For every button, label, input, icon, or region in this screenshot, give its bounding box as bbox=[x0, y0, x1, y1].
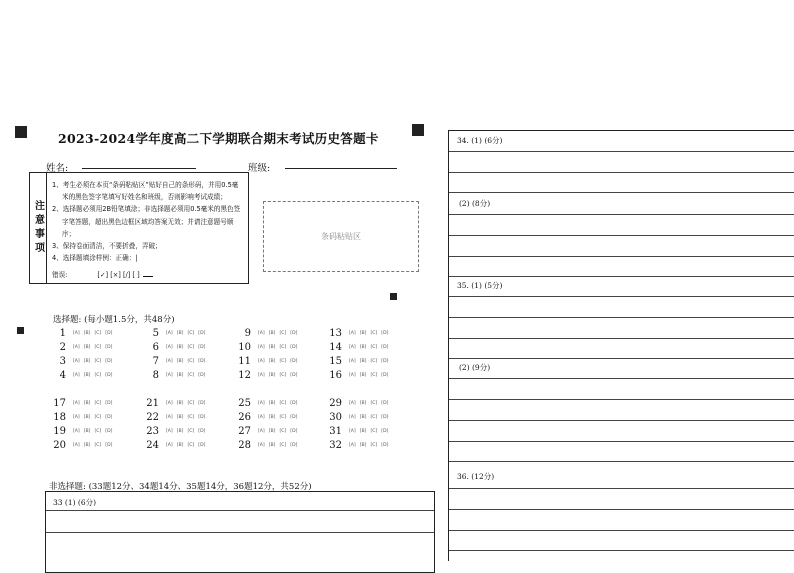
answer-bubble[interactable]: [C] bbox=[187, 414, 195, 420]
answer-bubble[interactable]: [D] bbox=[198, 442, 206, 448]
answer-bubble[interactable]: [C] bbox=[187, 344, 195, 350]
choice-section-title: 选择题: (每小题1.5分，共48分) bbox=[53, 315, 175, 325]
class-label: 班级: bbox=[248, 163, 271, 174]
question-number: 4 bbox=[59, 369, 66, 381]
answer-bubble[interactable]: [B] bbox=[176, 372, 184, 378]
answer-bubble[interactable]: [A] bbox=[258, 428, 265, 434]
question-number: 3 bbox=[59, 355, 66, 367]
answer-line bbox=[449, 151, 794, 152]
choice-question bbox=[225, 327, 301, 339]
answer-bubble[interactable]: [A] bbox=[258, 358, 265, 364]
answer-bubble[interactable]: [B] bbox=[268, 414, 276, 420]
choice-question bbox=[225, 355, 301, 367]
answer-bubble[interactable]: [D] bbox=[290, 372, 298, 378]
answer-line bbox=[449, 399, 794, 400]
answer-bubble[interactable]: [D] bbox=[381, 330, 389, 336]
answer-line bbox=[449, 276, 794, 277]
answer-bubble[interactable]: [B] bbox=[176, 414, 184, 420]
answer-bubble[interactable]: [B] bbox=[268, 344, 276, 350]
choice-question bbox=[133, 425, 209, 437]
answer-bubble[interactable]: [C] bbox=[94, 428, 102, 434]
answer-bubble[interactable]: [D] bbox=[290, 414, 298, 420]
answer-bubble[interactable]: [B] bbox=[83, 330, 91, 336]
choice-question bbox=[316, 425, 392, 437]
answer-bubble[interactable]: [B] bbox=[359, 344, 367, 350]
answer-bubble[interactable]: [D] bbox=[105, 330, 113, 336]
choice-question bbox=[225, 439, 301, 451]
answer-bubble[interactable]: [B] bbox=[83, 344, 91, 350]
notice-item: 1、考生必须在本页“条码粘贴区”贴好自己的条形码，并用0.5毫米的黑色签字笔填写好姓名和班级，否则影响考试成绩； bbox=[52, 181, 239, 202]
question-number: 18 bbox=[53, 411, 66, 423]
correct-fill-sample bbox=[143, 276, 153, 277]
question-number: 14 bbox=[329, 341, 342, 353]
answer-bubble[interactable]: [D] bbox=[105, 400, 113, 406]
barcode-area bbox=[263, 201, 419, 272]
question-number: 21 bbox=[146, 397, 159, 409]
right-answer-panel[interactable] bbox=[448, 130, 794, 561]
answer-bubble[interactable]: [C] bbox=[187, 358, 195, 364]
answer-bubble[interactable]: [B] bbox=[176, 358, 184, 364]
answer-bubble[interactable]: [A] bbox=[166, 400, 173, 406]
answer-bubble[interactable]: [B] bbox=[268, 358, 276, 364]
answer-bubble[interactable]: [B] bbox=[176, 428, 184, 434]
answer-bubble[interactable]: [B] bbox=[268, 372, 276, 378]
answer-bubble[interactable]: [A] bbox=[166, 414, 173, 420]
question-number: 17 bbox=[53, 397, 66, 409]
answer-line bbox=[449, 192, 794, 193]
answer-bubble[interactable]: [B] bbox=[359, 372, 367, 378]
answer-bubble[interactable]: [D] bbox=[290, 442, 298, 448]
choice-question bbox=[40, 355, 116, 367]
question-number: 1 bbox=[59, 327, 66, 339]
answer-bubble[interactable]: [C] bbox=[187, 372, 195, 378]
question-number: 23 bbox=[146, 425, 159, 437]
question-number: 13 bbox=[329, 327, 342, 339]
question-number: 2 bbox=[59, 341, 66, 353]
answer-bubble[interactable]: [B] bbox=[359, 428, 367, 434]
answer-bubble[interactable]: [D] bbox=[381, 358, 389, 364]
answer-bubble[interactable]: [B] bbox=[83, 442, 91, 448]
answer-bubble[interactable]: [D] bbox=[198, 344, 206, 350]
question-number: 8 bbox=[152, 369, 159, 381]
answer-bubble[interactable]: [A] bbox=[73, 372, 80, 378]
answer-bubble[interactable]: [A] bbox=[349, 330, 356, 336]
question-number: 6 bbox=[152, 341, 159, 353]
question-number: 9 bbox=[244, 327, 251, 339]
answer-line bbox=[449, 172, 794, 173]
answer-bubble[interactable]: [C] bbox=[370, 428, 378, 434]
answer-bubble[interactable]: [A] bbox=[258, 414, 265, 420]
answer-bubble[interactable]: [C] bbox=[279, 400, 287, 406]
answer-bubble[interactable]: [A] bbox=[349, 400, 356, 406]
answer-bubble[interactable]: [B] bbox=[83, 358, 91, 364]
answer-bubble[interactable]: [D] bbox=[290, 330, 298, 336]
answer-bubble[interactable]: [D] bbox=[290, 358, 298, 364]
answer-line bbox=[449, 530, 794, 531]
answer-bubble[interactable]: [A] bbox=[166, 442, 173, 448]
answer-bubble[interactable]: [C] bbox=[370, 358, 378, 364]
answer-line bbox=[449, 441, 794, 442]
choice-question bbox=[133, 439, 209, 451]
answer-line bbox=[46, 510, 434, 511]
answer-bubble[interactable]: [A] bbox=[258, 442, 265, 448]
choice-question bbox=[133, 355, 209, 367]
answer-bubble[interactable]: [C] bbox=[279, 344, 287, 350]
q35-1-label: 35. (1) (5分) bbox=[457, 281, 503, 290]
choice-question bbox=[316, 369, 392, 381]
notice-item: 3、保持卷面清洁，不要折叠，弄破； bbox=[52, 242, 162, 251]
choice-question bbox=[225, 425, 301, 437]
choice-question bbox=[225, 369, 301, 381]
choice-question bbox=[133, 397, 209, 409]
answer-bubble[interactable]: [A] bbox=[349, 372, 356, 378]
answer-bubble[interactable]: [D] bbox=[198, 414, 206, 420]
question-number: 31 bbox=[329, 425, 342, 437]
answer-line bbox=[449, 235, 794, 236]
notice-item: 4、选择题填涂样例：正确：| bbox=[52, 254, 138, 263]
answer-bubble[interactable]: [A] bbox=[166, 372, 173, 378]
answer-line bbox=[449, 338, 794, 339]
answer-bubble[interactable]: [A] bbox=[349, 442, 356, 448]
answer-bubble[interactable]: [A] bbox=[258, 400, 265, 406]
answer-bubble[interactable]: [C] bbox=[370, 344, 378, 350]
answer-bubble[interactable]: [B] bbox=[176, 330, 184, 336]
question-number: 22 bbox=[146, 411, 159, 423]
alignment-marker-mid-right bbox=[390, 293, 397, 300]
answer-line bbox=[449, 130, 794, 131]
answer-bubble[interactable]: [D] bbox=[381, 400, 389, 406]
alignment-marker-mid-left bbox=[17, 327, 24, 334]
answer-bubble[interactable]: [C] bbox=[187, 400, 195, 406]
answer-bubble[interactable]: [A] bbox=[166, 344, 173, 350]
question-number: 10 bbox=[238, 341, 251, 353]
notice-box bbox=[29, 172, 249, 284]
answer-bubble[interactable]: [D] bbox=[381, 428, 389, 434]
choice-question bbox=[40, 397, 116, 409]
answer-bubble[interactable]: [B] bbox=[359, 414, 367, 420]
answer-line bbox=[449, 509, 794, 510]
answer-line bbox=[449, 317, 794, 318]
alignment-marker-top-right bbox=[412, 124, 424, 136]
answer-bubble[interactable]: [D] bbox=[381, 372, 389, 378]
answer-bubble[interactable]: [B] bbox=[83, 414, 91, 420]
answer-bubble[interactable]: [C] bbox=[370, 414, 378, 420]
choice-question bbox=[316, 397, 392, 409]
question-number: 19 bbox=[53, 425, 66, 437]
wrong-marks: [✓] [×] [/] [ ] bbox=[97, 271, 140, 279]
answer-bubble[interactable]: [D] bbox=[198, 330, 206, 336]
answer-bubble[interactable]: [C] bbox=[94, 400, 102, 406]
notice-heading-cell bbox=[30, 173, 47, 283]
choice-question bbox=[133, 369, 209, 381]
choice-question bbox=[225, 341, 301, 353]
answer-bubble[interactable]: [A] bbox=[166, 358, 173, 364]
answer-bubble[interactable]: [B] bbox=[83, 372, 91, 378]
answer-bubble[interactable]: [B] bbox=[359, 442, 367, 448]
answer-bubble[interactable]: [C] bbox=[94, 414, 102, 420]
wrong-label: 错误: bbox=[52, 271, 68, 279]
answer-bubble[interactable]: [C] bbox=[187, 428, 195, 434]
question-number: 16 bbox=[329, 369, 342, 381]
answer-bubble[interactable]: [A] bbox=[258, 372, 265, 378]
answer-bubble[interactable]: [D] bbox=[105, 414, 113, 420]
answer-line bbox=[449, 378, 794, 379]
answer-bubble[interactable]: [C] bbox=[94, 358, 102, 364]
answer-bubble[interactable]: [D] bbox=[105, 442, 113, 448]
answer-line bbox=[449, 550, 794, 551]
answer-bubble[interactable]: [A] bbox=[166, 330, 173, 336]
choice-question bbox=[40, 341, 116, 353]
choice-question bbox=[40, 425, 116, 437]
answer-bubble[interactable]: [A] bbox=[166, 428, 173, 434]
answer-bubble[interactable]: [A] bbox=[73, 344, 80, 350]
answer-bubble[interactable]: [C] bbox=[279, 330, 287, 336]
question-number: 28 bbox=[238, 439, 251, 451]
class-field[interactable] bbox=[285, 168, 397, 169]
answer-line bbox=[449, 461, 794, 462]
barcode-label: 条码粘贴区 bbox=[321, 232, 361, 241]
question-number: 24 bbox=[146, 439, 159, 451]
answer-bubble[interactable]: [A] bbox=[73, 428, 80, 434]
answer-bubble[interactable]: [B] bbox=[176, 344, 184, 350]
choice-question bbox=[316, 341, 392, 353]
answer-bubble[interactable]: [D] bbox=[198, 428, 206, 434]
answer-bubble[interactable]: [D] bbox=[381, 442, 389, 448]
question-number: 30 bbox=[329, 411, 342, 423]
wrong-sample bbox=[52, 269, 153, 279]
q34-1-label: 34. (1) (6分) bbox=[457, 136, 503, 145]
answer-bubble[interactable]: [B] bbox=[359, 358, 367, 364]
answer-bubble[interactable]: [D] bbox=[290, 428, 298, 434]
question-number: 5 bbox=[152, 327, 159, 339]
answer-bubble[interactable]: [C] bbox=[94, 372, 102, 378]
choice-question bbox=[133, 327, 209, 339]
answer-line bbox=[449, 214, 794, 215]
answer-bubble[interactable]: [D] bbox=[105, 372, 113, 378]
answer-line bbox=[449, 358, 794, 359]
answer-bubble[interactable]: [A] bbox=[258, 344, 265, 350]
answer-bubble[interactable]: [C] bbox=[279, 428, 287, 434]
question-number: 25 bbox=[238, 397, 251, 409]
answer-bubble[interactable]: [B] bbox=[176, 442, 184, 448]
choice-question bbox=[133, 411, 209, 423]
page-title: 2023-2024学年度高二下学期联合期末考试历史答题卡 bbox=[58, 131, 379, 146]
answer-bubble[interactable]: [D] bbox=[198, 372, 206, 378]
choice-question bbox=[225, 397, 301, 409]
answer-bubble[interactable]: [C] bbox=[370, 330, 378, 336]
answer-bubble[interactable]: [C] bbox=[187, 442, 195, 448]
answer-bubble[interactable]: [C] bbox=[94, 330, 102, 336]
answer-line bbox=[46, 532, 434, 533]
answer-bubble[interactable]: [C] bbox=[279, 442, 287, 448]
choice-question bbox=[316, 327, 392, 339]
answer-bubble[interactable]: [C] bbox=[187, 330, 195, 336]
answer-bubble[interactable]: [D] bbox=[381, 414, 389, 420]
answer-bubble[interactable]: [C] bbox=[94, 442, 102, 448]
answer-bubble[interactable]: [A] bbox=[349, 358, 356, 364]
answer-bubble[interactable]: [D] bbox=[105, 344, 113, 350]
q35-2-label: (2) (9分) bbox=[459, 363, 491, 372]
answer-bubble[interactable]: [A] bbox=[73, 330, 80, 336]
question-number: 27 bbox=[238, 425, 251, 437]
answer-bubble[interactable]: [D] bbox=[105, 428, 113, 434]
answer-bubble[interactable]: [C] bbox=[279, 414, 287, 420]
answer-bubble[interactable]: [A] bbox=[258, 330, 265, 336]
choice-question bbox=[316, 411, 392, 423]
answer-bubble[interactable]: [B] bbox=[176, 400, 184, 406]
answer-bubble[interactable]: [A] bbox=[349, 344, 356, 350]
q34-2-label: (2) (8分) bbox=[459, 199, 491, 208]
answer-bubble[interactable]: [B] bbox=[268, 442, 276, 448]
question-number: 26 bbox=[238, 411, 251, 423]
nonchoice-section-title: 非选择题: (33题12分、34题14分、35题14分，36题12分，共52分) bbox=[49, 482, 312, 492]
answer-bubble[interactable]: [C] bbox=[279, 358, 287, 364]
q36-label: 36. (12分) bbox=[457, 472, 495, 481]
answer-bubble[interactable]: [B] bbox=[359, 400, 367, 406]
answer-bubble[interactable]: [D] bbox=[290, 344, 298, 350]
choice-question bbox=[133, 341, 209, 353]
answer-bubble[interactable]: [D] bbox=[198, 400, 206, 406]
notice-list bbox=[52, 179, 244, 264]
question-number: 7 bbox=[152, 355, 159, 367]
notice-item: 2、选择题必须用2B铅笔填涂；非选择题必须用0.5毫米的黑色签字笔答题，超出黑色边框区域均答案无效；并请注意题号顺序； bbox=[52, 205, 241, 238]
answer-bubble[interactable]: [A] bbox=[73, 414, 80, 420]
answer-bubble[interactable]: [B] bbox=[83, 400, 91, 406]
choice-question bbox=[316, 439, 392, 451]
answer-bubble[interactable]: [C] bbox=[370, 442, 378, 448]
answer-line bbox=[449, 256, 794, 257]
answer-bubble[interactable]: [A] bbox=[73, 400, 80, 406]
q33-label: 33 (1) (6分) bbox=[53, 498, 97, 507]
question-number: 29 bbox=[329, 397, 342, 409]
name-field[interactable] bbox=[82, 168, 196, 169]
answer-bubble[interactable]: [D] bbox=[105, 358, 113, 364]
answer-bubble[interactable]: [C] bbox=[370, 400, 378, 406]
answer-line bbox=[449, 296, 794, 297]
alignment-marker-top-left bbox=[15, 126, 27, 138]
choice-question bbox=[225, 411, 301, 423]
answer-bubble[interactable]: [C] bbox=[94, 344, 102, 350]
question-number: 20 bbox=[53, 439, 66, 451]
answer-bubble[interactable]: [B] bbox=[359, 330, 367, 336]
choice-question bbox=[316, 355, 392, 367]
answer-line bbox=[449, 488, 794, 489]
answer-bubble[interactable]: [A] bbox=[349, 428, 356, 434]
answer-bubble[interactable]: [D] bbox=[381, 344, 389, 350]
name-label: 姓名: bbox=[46, 163, 69, 174]
notice-heading: 注意事项 bbox=[32, 200, 44, 256]
answer-bubble[interactable]: [B] bbox=[268, 400, 276, 406]
question-number: 32 bbox=[329, 439, 342, 451]
answer-bubble[interactable]: [C] bbox=[370, 372, 378, 378]
answer-line bbox=[449, 420, 794, 421]
answer-bubble[interactable]: [A] bbox=[73, 358, 80, 364]
answer-bubble[interactable]: [A] bbox=[349, 414, 356, 420]
answer-bubble[interactable]: [B] bbox=[268, 330, 276, 336]
answer-bubble[interactable]: [B] bbox=[268, 428, 276, 434]
question-number: 11 bbox=[238, 355, 251, 367]
choice-question bbox=[40, 411, 116, 423]
question-number: 15 bbox=[329, 355, 342, 367]
answer-bubble[interactable]: [D] bbox=[198, 358, 206, 364]
answer-bubble[interactable]: [C] bbox=[279, 372, 287, 378]
answer-bubble[interactable]: [A] bbox=[73, 442, 80, 448]
choice-question bbox=[40, 439, 116, 451]
answer-bubble[interactable]: [B] bbox=[83, 428, 91, 434]
question-number: 12 bbox=[238, 369, 251, 381]
answer-bubble[interactable]: [D] bbox=[290, 400, 298, 406]
choice-question bbox=[40, 369, 116, 381]
choice-question bbox=[40, 327, 116, 339]
